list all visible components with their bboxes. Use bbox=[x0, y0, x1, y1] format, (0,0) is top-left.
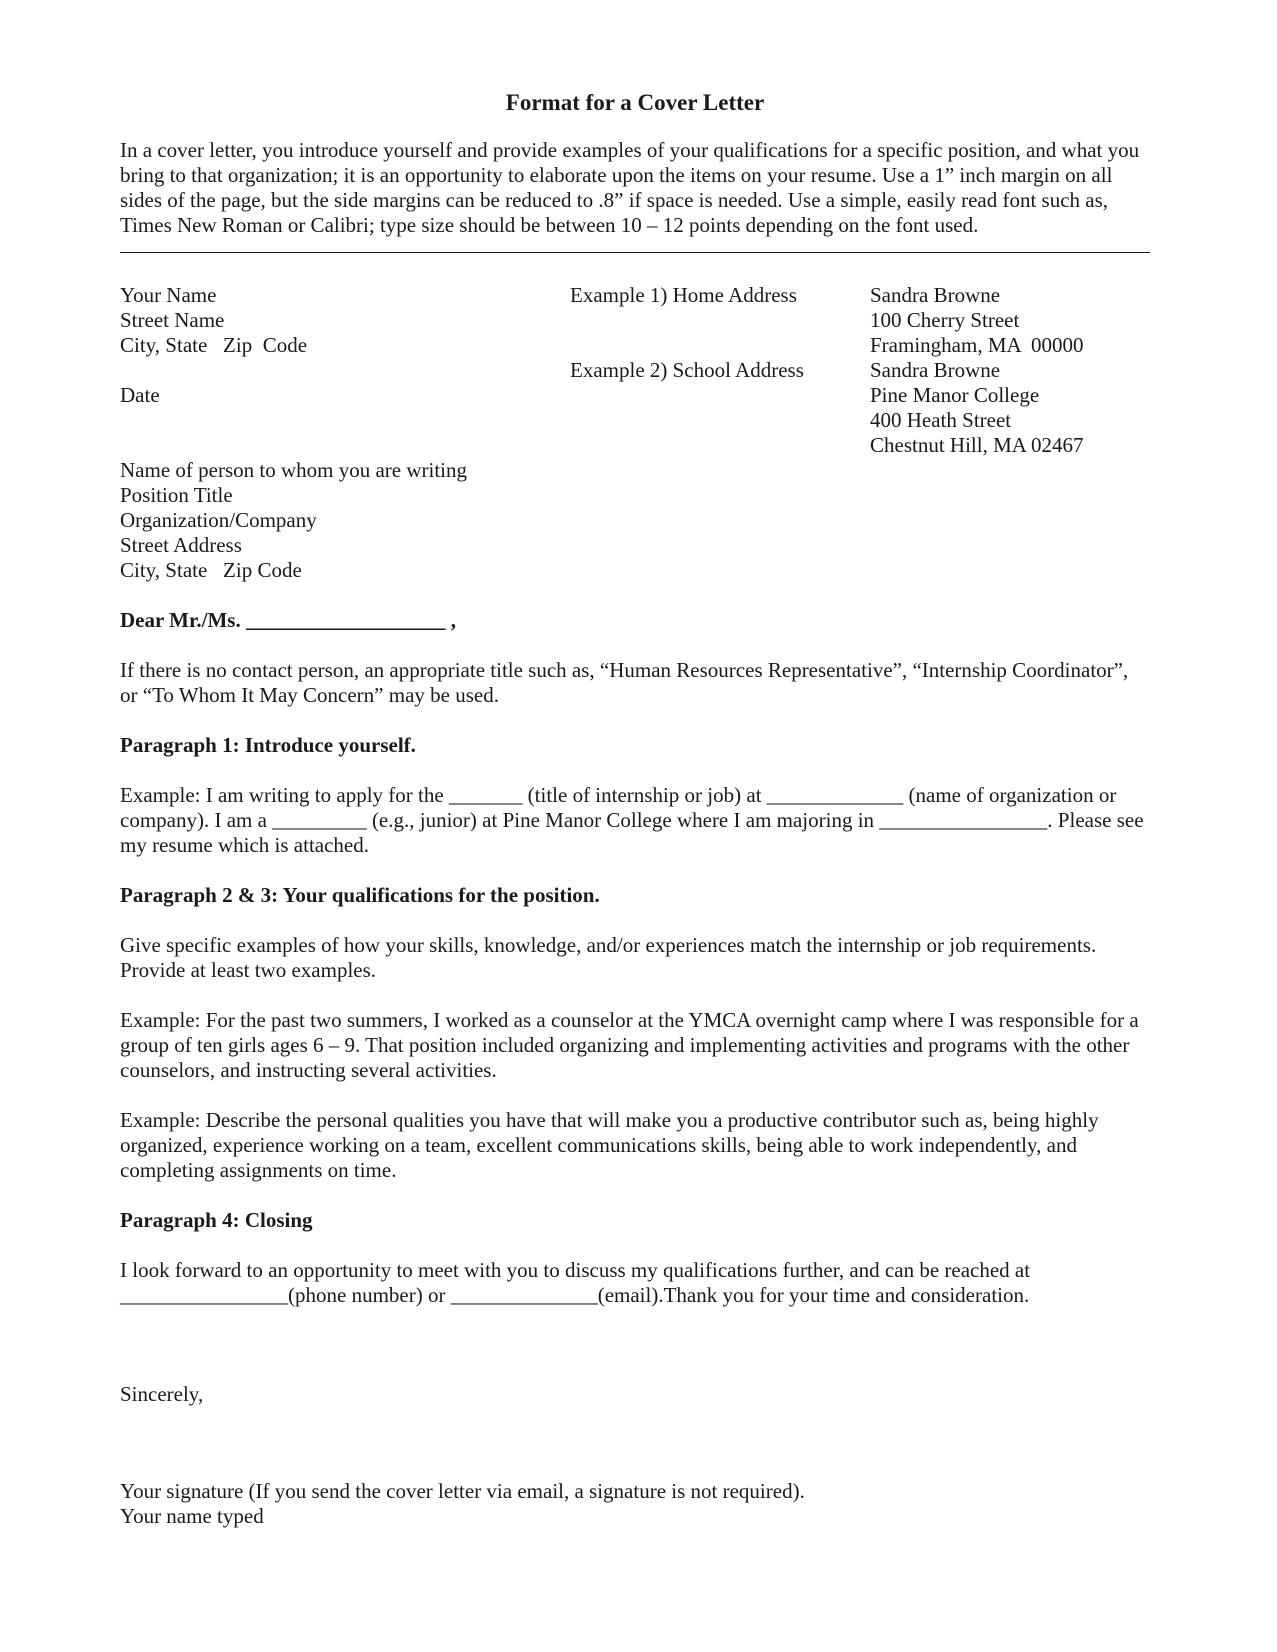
recipient-line: City, State Zip Code bbox=[120, 558, 302, 582]
page-title: Format for a Cover Letter bbox=[505, 90, 765, 115]
paragraph-4-text: I look forward to an opportunity to meet with you to discuss my qualifications further, and can be reached at ________________(phone number) or ______________(email).Thank you for your time and consideration. bbox=[120, 1258, 1031, 1307]
home-address-line: 100 Cherry Street bbox=[870, 308, 1020, 332]
school-address-line: Sandra Browne bbox=[870, 358, 1001, 382]
paragraph-2-3-example-1: Example: For the past two summers, I worked as a counselor at the YMCA overnight camp where I was responsible for a group of ten girls ages 6 – 9. That position included organizing and implementing activities and programs with the other counselors, and instructing several activities. bbox=[120, 1008, 1139, 1082]
paragraph-1-heading: Paragraph 1: Introduce yourself. bbox=[120, 733, 416, 757]
example-addresses bbox=[870, 283, 1170, 458]
name-typed: Your name typed bbox=[120, 1504, 264, 1528]
paragraph-2-3-heading: Paragraph 2 & 3: Your qualifications for the position. bbox=[120, 883, 600, 907]
paragraph-4-heading: Paragraph 4: Closing bbox=[120, 1208, 313, 1232]
horizontal-rule bbox=[120, 252, 1150, 253]
paragraph-1-example: Example: I am writing to apply for the _______ (title of internship or job) at _____________ (name of organization or company). I am a _________ (e.g., junior) at Pine Manor College where I am majoring in ________________. Please see my resume which is attached. bbox=[120, 783, 1144, 857]
sender-city: City, State Zip Code bbox=[120, 333, 308, 357]
sender-street: Street Name bbox=[120, 308, 225, 332]
school-address-label: Example 2) School Address bbox=[570, 358, 804, 382]
recipient-line: Position Title bbox=[120, 483, 233, 507]
address-block bbox=[120, 283, 1150, 458]
home-address-label: Example 1) Home Address bbox=[570, 283, 797, 307]
school-address-line: Chestnut Hill, MA 02467 bbox=[870, 433, 1084, 457]
recipient-address bbox=[120, 458, 1150, 583]
recipient-line: Street Address bbox=[120, 533, 242, 557]
signature-line: Your signature (If you send the cover letter via email, a signature is not required). bbox=[120, 1479, 805, 1503]
recipient-line: Organization/Company bbox=[120, 508, 317, 532]
letter-date: Date bbox=[120, 383, 160, 407]
paragraph-2-3-text: Give specific examples of how your skills, knowledge, and/or experiences match the internship or job requirements. Provide at least two examples. bbox=[120, 933, 1097, 982]
sender-name: Your Name bbox=[120, 283, 217, 307]
closing-sincerely: Sincerely, bbox=[120, 1382, 204, 1406]
salutation-note: If there is no contact person, an appropriate title such as, “Human Resources Representative”, “Internship Coordinator”, or “To Whom It May Concern” may be used. bbox=[120, 658, 1129, 707]
sender-address bbox=[120, 283, 560, 408]
example-labels bbox=[570, 283, 870, 383]
school-address-line: Pine Manor College bbox=[870, 383, 1040, 407]
document-page bbox=[120, 88, 1150, 1529]
school-address-line: 400 Heath Street bbox=[870, 408, 1012, 432]
salutation: Dear Mr./Ms. ___________________ , bbox=[120, 608, 456, 632]
home-address-line: Sandra Browne bbox=[870, 283, 1001, 307]
home-address-line: Framingham, MA 00000 bbox=[870, 333, 1084, 357]
recipient-line: Name of person to whom you are writing bbox=[120, 458, 468, 482]
intro-paragraph: In a cover letter, you introduce yourself and provide examples of your qualifications for a specific position, and what you bring to that organization; it is an opportunity to elaborate upon the items on your resume. Use a 1” inch margin on all sides of the page, but the side margins can be reduced to .8” if space is needed. Use a simple, easily read font such as, Times New Roman or Calibri; type size should be between 10 – 12 points depending on the font used. bbox=[120, 138, 1140, 237]
paragraph-2-3-example-2: Example: Describe the personal qualities you have that will make you a productive contributor such as, being highly organized, experience working on a team, excellent communications skills, being able to work independently, and completing assignments on time. bbox=[120, 1108, 1099, 1182]
